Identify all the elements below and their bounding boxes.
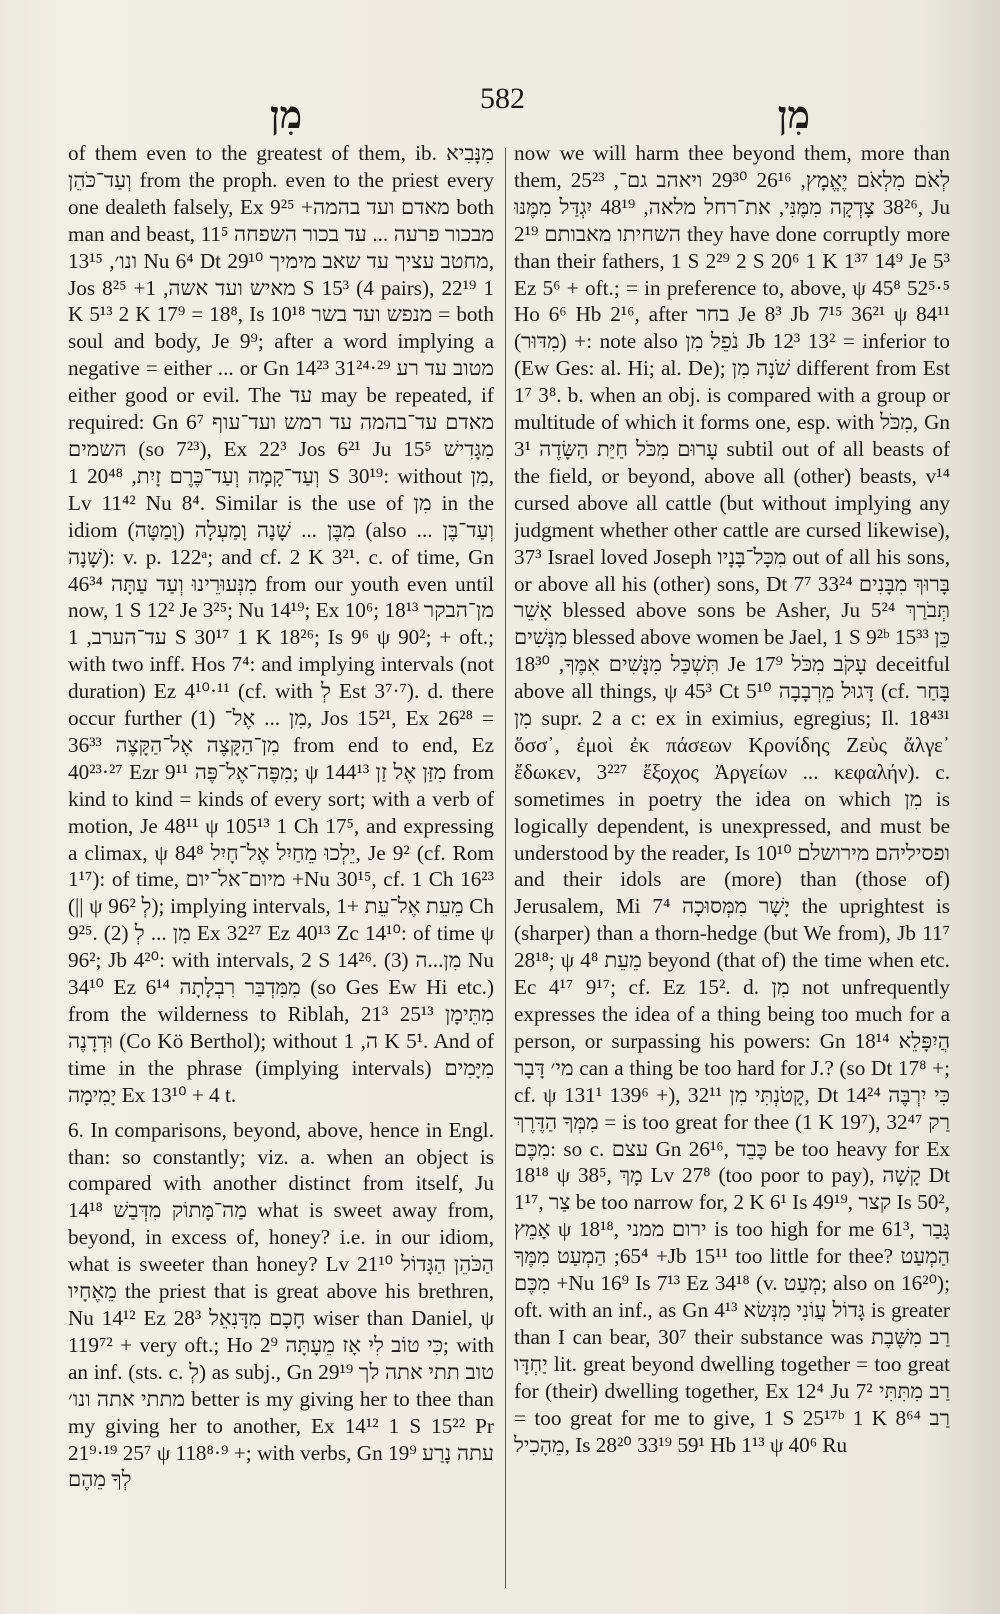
right-column — [514, 140, 950, 1590]
right-paragraph-1: now we will harm thee beyond them, more than them, 25²³ לְאֹם מִלְאֹם יֶאֱמָץ, 26¹⁶ 29³⁰ ויאהב גם־, 38²⁶ צָדְקָה מִמֶּנִּי, את־רחל מלאה, 48¹⁹ יִגְדַּל מִמֶּנּוּ, Ju 2¹⁹ השחיתו מאבותם they have done corruptly more than their fathers, 1 S 2²⁹ 2 S 20⁶ 1 K 1³⁷ 14⁹ Je 5³ Ez 5⁶ + oft.; = in preference to, above, ψ 45⁸ 52⁵·⁵ Ho 6⁶ Hb 2¹⁶, after בחר Je 8³ Jb 7¹⁵ 36²¹ ψ 84¹¹ (מִדּוּר) +: note also נֹפֵל מִן Jb 12³ 13² = inferior to (Ew Ges: al. Hi; al. De); שֹׁנָה מִן different from Est 1⁷ 3⁸. b. when an obj. is compared with a group or multitude of which it forms one, esp. with מִכֹּל, Gn 3¹ עָרוּם מִכֹּל חַיַּת הַשָּׂדֶה subtil out of all beasts of the field, or beyond, above all (other) beasts, v¹⁴ cursed above all cattle (but without implying any judgment whether other cattle are cursed likewise), 37³ Israel loved Joseph מִכָּל־בָּנָיו out of all his sons, or above all his (other) sons, Dt 7⁷ 33²⁴ בָּרוּךְ מִבָּנִים אָשֵׁר blessed above sons be Asher, Ju 5²⁴ תְּבֹרַךְ מִנָּשִׁים blessed above women be Jael, 1 S 9²ᵇ 15³³ כֵּן תִּשְׁכַּל מִנָּשִׁים אִמֶּךָ, 18³⁰ Je 17⁹ עָקֹב מִכֹּל deceitful above all things, ψ 45³ Ct 5¹⁰ דָּגוּל מֵרְבָבָה (cf. בָּחַר מִן supr. 2 a c: ex in eximius, egregius; Il. 18⁴³¹ ὅσσ᾽, ἐμοὶ ἐκ πάσεων Κρονίδης Ζεὺς ἄλγε᾽ ἔδωκεν, 3²²⁷ ἔξοχος Ἀργείων ... κεφαλήν). c. sometimes in poetry the idea on which מִן is logically dependent, is unexpressed, and must be understood by the reader, Is 10¹⁰ ופסיליהם מירושלם and their idols are (more) than (those of) Jerusalem, Mi 7⁴ יָשָׁר מִמְּסוּכָה the uprightest is (sharper) than a thorn-hedge (but We from), Jb 11⁷ 28¹⁸; ψ 4⁸ מֵעֵת beyond (that of) the time when etc. Ec 4¹⁷ 9¹⁷; cf. Ez 15². d. מִן not unfrequently expresses the idea of a thing being too much for a person, or surpassing his powers: Gn 18¹⁴ הֲיִפָּלֵא מי׳ דָּבָר can a thing be too hard for J.? (so Dt 17⁸ +; cf. ψ 131¹ 139⁶ +), 32¹¹ קָטֹנְתִּי מִן, Dt 14²⁴ כִּי יִרְבֶּה מִמְּךָ הַדֶּרֶךְ = is too great for thee (1 K 19⁷), 32⁴⁷ רַק מִכֶּם: so c. עצם Gn 26¹⁶, כָּבֵד be too heavy for Ex 18¹⁸ ψ 38⁵, מָךְ Lv 27⁸ (too poor to pay), קָשָׁה Dt 1¹⁷, צַר be too narrow for, 2 K 6¹ Is 49¹⁹, קצר Is 50², אָמֵץ ψ 18¹⁸, ירום ממני is too high for me 61³, גָּבַר 65⁴; הַמְעַט מִמֶּךָ +Jb 15¹¹ too little for thee? הַמְעַט מִכֶּם +Nu 16⁹ Is 7¹³ Ez 34¹⁸ (v. מְעַט; also on 16²⁰); oft. with an inf., as Gn 4¹³ גָּדוֹל עֲוֹנִי מִנְּשׂא is greater than I can bear, 30⁷ their substance was רַב מִשֶּׁבֶת יַחְדָּו lit. great beyond dwelling together = too great for (their) dwelling together, Ex 12⁴ Ju 7² רַב מִתִּתִּי = too great for me to give, 1 S 25¹⁷ᵇ 1 K 8⁶⁴ רַב מֵהָכִיל, Is 28²⁰ 33¹⁹ 59¹ Hb 1¹³ ψ 40⁶ Ru — [514, 141, 950, 1457]
page-header — [60, 78, 960, 138]
page-number: 582 — [480, 82, 525, 115]
left-paragraph-1: of them even to the greatest of them, ib. מִנָּבִיא וְעַד־כֹּהֵן from the proph. even to the priest every one dealeth falsely, Ex 9²⁵ +מאדם ועד בהמה both man and beast, 11⁵ מבכור פרעה ... עד בכור השפחה ונו׳, 13¹⁵ Nu 6⁴ Dt 29¹⁰ מחטב עציך עד שאב מימיך, Jos 8²⁵ +מאיש ועד אשה, 1 S 15³ (4 pairs), 22¹⁹ 1 K 5¹³ 2 K 17⁹ = 18⁸, Is 10¹⁸ מנפש ועד בשר = both soul and body, Je 9⁹; after a word implying a negative = either ... or Gn 14²³ 31²⁴·²⁹ מטוב עד רע either good or evil. The עד may be repeated, if required: Gn 6⁷ מאדם עד־בהמה עד רמש ועד־עוף השמים (so 7²³), Ex 22³ Jos 6²¹ Ju 15⁵ מִגָּדִישׁ וְעַד־קָמָה וְעַד־כֶּרֶם זָיִת, 20⁴⁸ 1 S 30¹⁹: without מִן, Lv 11⁴² Nu 8⁴. Similar is the use of מִן in the idiom מִבֶּן ... שָׁנָה וָמַעְלָה (וָמַטָּה) (also וְעַד־בֶּן ... שָׁנָה): v. p. 122ᵃ; and cf. 2 K 3²¹. c. of time, Gn 46³⁴ מִנְּעוּרֵינוּ וְעַד עַתָּה from our youth even until now, 1 S 12² Je 3²⁵; Nu 14¹⁹; Ex 10⁶; 18¹³ מן־הבקר עד־הערב, 1 S 30¹⁷ 1 K 18²⁶; Is 9⁶ ψ 90²; + oft.; with two inff. Hos 7⁴: and implying intervals (not duration) Ez 4¹⁰·¹¹ (cf. with לְ Est 3⁷·⁷). d. there occur further (1) מִן ... אֶל־, Jos 15²¹, Ex 26²⁸ = 36³³ מִן־הַקָּצֶה אֶל־הַקָּצֶה from end to end, Ez 40²³·²⁷ Ezr 9¹¹ מִפֶּה־אֶל־פֶּה; ψ 144¹³ מִזַּן אֶל זַן from kind to kind = kinds of every sort; with a verb of motion, Je 48¹¹ ψ 105¹³ 1 Ch 17⁵, and expressing a climax, ψ 84⁸ יֵלְכוּ מֵחַיִל אֶל־חָיִל, Je 9² (cf. Rom 1¹⁷): of time, מיום־אל־יום +Nu 30¹⁵, cf. 1 Ch 16²³ (|| ψ 96² לְ); implying intervals, מֵעֵת אֶל־עֵת +1 Ch 9²⁵. (2) מִן ... לְ Ex 32²⁷ Ez 40¹³ Zc 14¹⁰: of time ψ 96²; Jb 4²⁰: with intervals, 2 S 14²⁶. (3) מִן...ה Nu 34¹⁰ Ez 6¹⁴ מִמִּדְבַּר רִבְלָתָה (so Ges Ew Hi etc.) from the wilderness to Riblah, 21³ 25¹³ מִתֵּימָן וּדְדָנֶה (Co Kö Berthol); without ה, 1 K 5¹. And of time in the phrase (implying intervals) מִיָּמִים יָמִימָה Ex 13¹⁰ + 4 t. — [68, 141, 494, 1107]
header-word-right: מִן — [777, 92, 810, 137]
header-word-left: מִן — [270, 92, 303, 137]
left-paragraph-2: 6. In comparisons, beyond, above, hence in Engl. than: so constantly; viz. a. when an object is compared with another distinct from itself, Ju 14¹⁸ מַה־מָּתוֹק מִדְּבַשׁ what is sweet away from, beyond, in excess of, honey? i.e. in our idiom, what is sweeter than honey? Lv 21¹⁰ הַכֹּהֵן הַגָּדוֹל מֵאֶחָיו the priest that is great above his brethren, Nu 14¹² Ez 28³ חָכָם מִדָּנִאֵל wiser than Daniel, ψ 119⁷² + very oft.; Ho 2⁹ כִּי טוֹב לִי אָז מֵעָתָּה; with an inf. (sts. c. לְ) as subj., Gn 29¹⁹ טוב תתי אתה לך מתתי אתה ונו׳ better is my giving her to thee than my giving her to another, Ex 14¹² 1 S 15²² Pr 21⁹·¹⁹ 25⁷ ψ 118⁸·⁹ +; with verbs, Gn 19⁹ עתה נָרַע לְךָ מֵהֶם — [68, 1117, 494, 1492]
left-column — [68, 140, 494, 1590]
column-divider — [505, 148, 506, 1588]
